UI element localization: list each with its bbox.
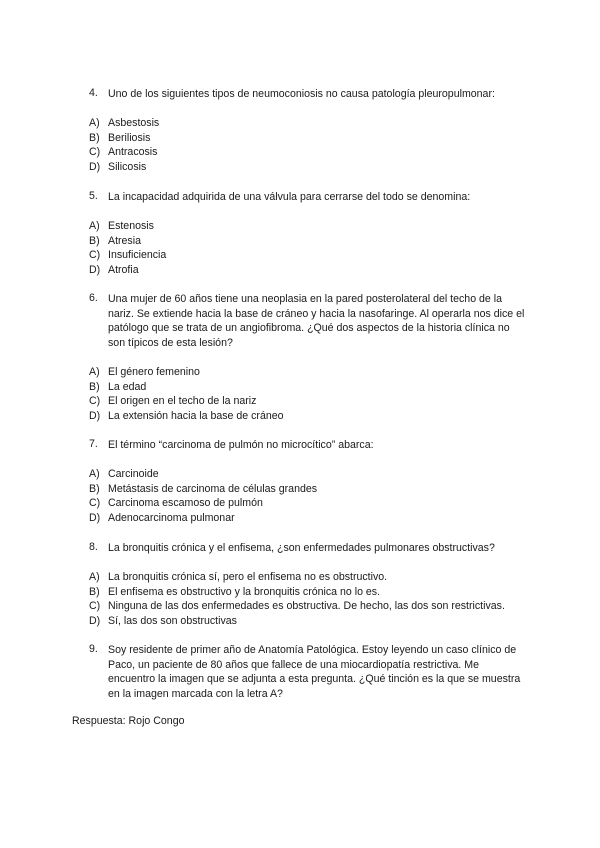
option-text: El enfisema es obstructivo y la bronquitis crónica no lo es.	[108, 585, 381, 598]
question-5	[89, 190, 529, 205]
option-d	[89, 263, 529, 278]
option-letter: A)	[89, 117, 100, 129]
option-letter: D)	[89, 615, 101, 628]
question-4	[89, 87, 529, 102]
option-text: Atrofia	[108, 264, 139, 277]
question-number: 7.	[89, 438, 98, 450]
question-8	[89, 541, 529, 556]
question-6	[89, 292, 529, 351]
option-text: Silicosis	[108, 161, 147, 174]
option-c	[89, 248, 529, 263]
option-text: Beriliosis	[108, 131, 151, 144]
option-letter: D)	[89, 512, 101, 525]
option-c	[89, 599, 529, 614]
options-8	[89, 570, 529, 629]
question-number: 8.	[89, 541, 98, 553]
option-letter: B)	[89, 482, 100, 495]
option-text: Asbestosis	[108, 117, 160, 129]
option-a	[89, 467, 529, 482]
option-text: Atresia	[108, 234, 141, 247]
option-text: La extensión hacia la base de cráneo	[108, 410, 284, 423]
question-number: 5.	[89, 190, 98, 202]
question-stem: El término “carcinoma de pulmón no microcítico” abarca:	[108, 439, 374, 451]
option-letter: A)	[89, 571, 100, 583]
option-text: El origen en el techo de la nariz	[108, 395, 257, 408]
question-stem: La bronquitis crónica y el enfisema, ¿son enfermedades pulmonares obstructivas?	[108, 542, 495, 554]
option-text: Carcinoma escamoso de pulmón	[108, 497, 263, 510]
option-letter: D)	[89, 410, 101, 423]
question-9	[89, 643, 529, 702]
option-text: Antracosis	[108, 146, 158, 159]
option-a	[89, 219, 529, 234]
option-a	[89, 365, 529, 380]
option-letter: A)	[89, 366, 100, 378]
option-letter: A)	[89, 220, 100, 232]
option-d	[89, 409, 529, 424]
option-letter: C)	[89, 600, 101, 613]
answer-text: Respuesta: Rojo Congo	[72, 715, 185, 727]
option-b	[89, 585, 529, 600]
option-text: Estenosis	[108, 220, 154, 232]
option-text: Metástasis de carcinoma de células grandes	[108, 482, 318, 495]
options-5	[89, 219, 529, 278]
option-text: Carcinoide	[108, 468, 159, 480]
option-text: El género femenino	[108, 366, 200, 378]
option-text: Ninguna de las dos enfermedades es obstructiva. De hecho, las dos son restrictivas.	[108, 600, 505, 613]
options-4	[89, 116, 529, 175]
option-text: Adenocarcinoma pulmonar	[108, 512, 235, 525]
option-letter: C)	[89, 146, 101, 159]
option-text: La bronquitis crónica sí, pero el enfisema no es obstructivo.	[108, 571, 388, 583]
option-a	[89, 116, 529, 131]
option-text: Insuficiencia	[108, 249, 167, 262]
option-letter: B)	[89, 585, 100, 598]
option-letter: D)	[89, 264, 101, 277]
question-number: 4.	[89, 87, 98, 99]
option-letter: B)	[89, 380, 100, 393]
option-d	[89, 160, 529, 175]
option-letter: A)	[89, 468, 100, 480]
option-letter: C)	[89, 497, 101, 510]
option-text: La edad	[108, 380, 147, 393]
option-b	[89, 131, 529, 146]
question-7	[89, 438, 529, 453]
option-c	[89, 145, 529, 160]
option-letter: C)	[89, 249, 101, 262]
option-letter: C)	[89, 395, 101, 408]
options-7	[89, 467, 529, 526]
question-stem: Una mujer de 60 años tiene una neoplasia en la pared posterolateral del techo de la nariz. Se extiende hacia la base de cráneo y hacia la nasofaringe. Al operarla nos dice el patólogo que se trata de un angiofibroma. ¿Qué dos aspectos de la historia clínica no son típicos de esta lesión?	[108, 293, 525, 350]
option-c	[89, 496, 529, 511]
option-letter: B)	[89, 131, 100, 144]
question-number: 9.	[89, 643, 98, 655]
option-letter: D)	[89, 161, 101, 174]
option-b	[89, 482, 529, 497]
option-d	[89, 614, 529, 629]
option-letter: B)	[89, 234, 100, 247]
option-c	[89, 394, 529, 409]
option-b	[89, 234, 529, 249]
question-stem: La incapacidad adquirida de una válvula para cerrarse del todo se denomina:	[108, 191, 471, 203]
options-6	[89, 365, 529, 424]
option-a	[89, 570, 529, 585]
option-d	[89, 511, 529, 526]
option-text: Sí, las dos son obstructivas	[108, 615, 237, 628]
question-number: 6.	[89, 292, 98, 304]
question-stem: Uno de los siguientes tipos de neumoconiosis no causa patología pleuropulmonar:	[108, 88, 495, 100]
option-b	[89, 380, 529, 395]
question-stem: Soy residente de primer año de Anatomía Patológica. Estoy leyendo un caso clínico de Paco, un paciente de 80 años que fallece de una miocardiopatía restrictiva. Me encuentro la imagen que se adjunta a esta pregunta. ¿Qué tinción es la que se muestra en la imagen marcada con la letra A?	[108, 644, 521, 701]
